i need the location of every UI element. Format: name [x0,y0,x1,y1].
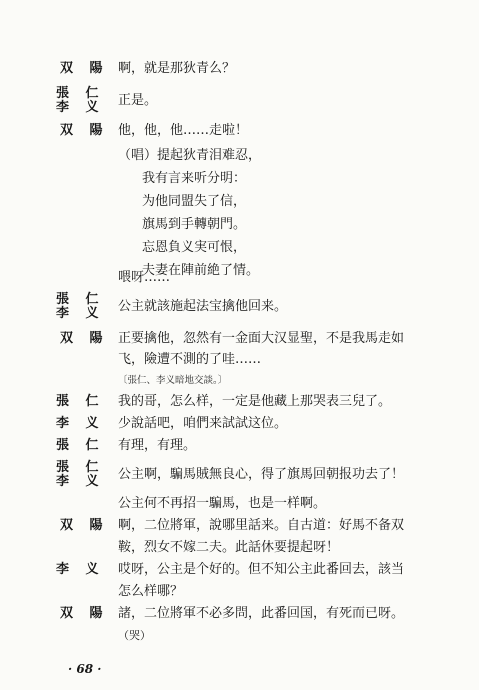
stage-direction: 〔張仁、李义暗地交談。〕 [118,375,228,386]
speaker-shuangyang: 双 陽 [60,518,109,533]
speaker-zhangren: 張 仁 [56,86,105,101]
speaker-shuangyang: 双 陽 [60,123,109,138]
dialogue-line: 公主啊，騙馬賊無良心，得了旗馬回朝报功去了！ [118,467,405,482]
song-line: 忘恩負义実可恨， [142,240,247,255]
dialogue-line: 喂呀…… [118,270,171,285]
page-number: · 68 · [68,662,102,676]
song-line: 旗馬到手轉朝門。 [142,217,247,232]
dialogue-line: 諸，二位將軍不必多問，此番回国，有死而已呀。 [118,606,405,621]
dialogue-line: 公主何不再招一騙馬，也是一样啊。 [118,496,327,511]
speaker-zhangren: 張 仁 [56,460,105,475]
speaker-zhangren: 張 仁 [56,292,105,307]
speaker-liyi: 李 义 [56,416,105,431]
dialogue-line: 有理，有理。 [118,438,197,453]
song-line: 为他同盟失了信， [142,194,247,209]
speaker-zhangren: 張 仁 [56,394,105,409]
dialogue-line: 哎呀，公主是个好的。但不知公主此番回去，該当 [118,562,405,577]
dialogue-line: 飞，險遭不測的了哇…… [118,352,262,367]
dialogue-line: 怎么样哪？ [118,584,184,599]
song-line: 夫妻在陣前絶了情。 [142,263,260,278]
speaker-liyi: 李 义 [56,306,105,321]
dialogue-line: 少說話吧，咱們来試試这位。 [118,416,288,431]
dialogue-line: 啊，二位將軍，說哪里話来。自古道：好馬不备双 [118,518,405,533]
dialogue-line: 啊，就是那狄青么？ [118,61,236,76]
speaker-liyi: 李 义 [56,100,105,115]
dialogue-line: 鞍，烈女不嫁二夫。此話休要提起呀！ [118,540,340,555]
dialogue-line: 正是。 [118,93,158,108]
speaker-liyi: 李 义 [56,562,105,577]
dialogue-line: 公主就該施起法宝擒他回来。 [118,299,288,314]
stage-direction: （哭） [118,629,151,642]
speaker-shuangyang: 双 陽 [60,331,109,346]
speaker-zhangren: 張 仁 [56,438,105,453]
song-line: 我有言来听分明： [142,171,247,186]
dialogue-line: 我的哥，怎么样，一定是他藏上那哭表三兒了。 [118,394,392,409]
speaker-liyi: 李 义 [56,474,105,489]
speaker-shuangyang: 双 陽 [60,606,109,621]
speaker-shuangyang: 双 陽 [60,61,109,76]
song-line: （唱）提起狄青泪难忍， [118,148,262,163]
dialogue-line: 他，他，他……走啦！ [118,123,249,138]
dialogue-line: 正要擒他，忽然有一金面大汉显聖，不是我馬走如 [118,331,405,346]
